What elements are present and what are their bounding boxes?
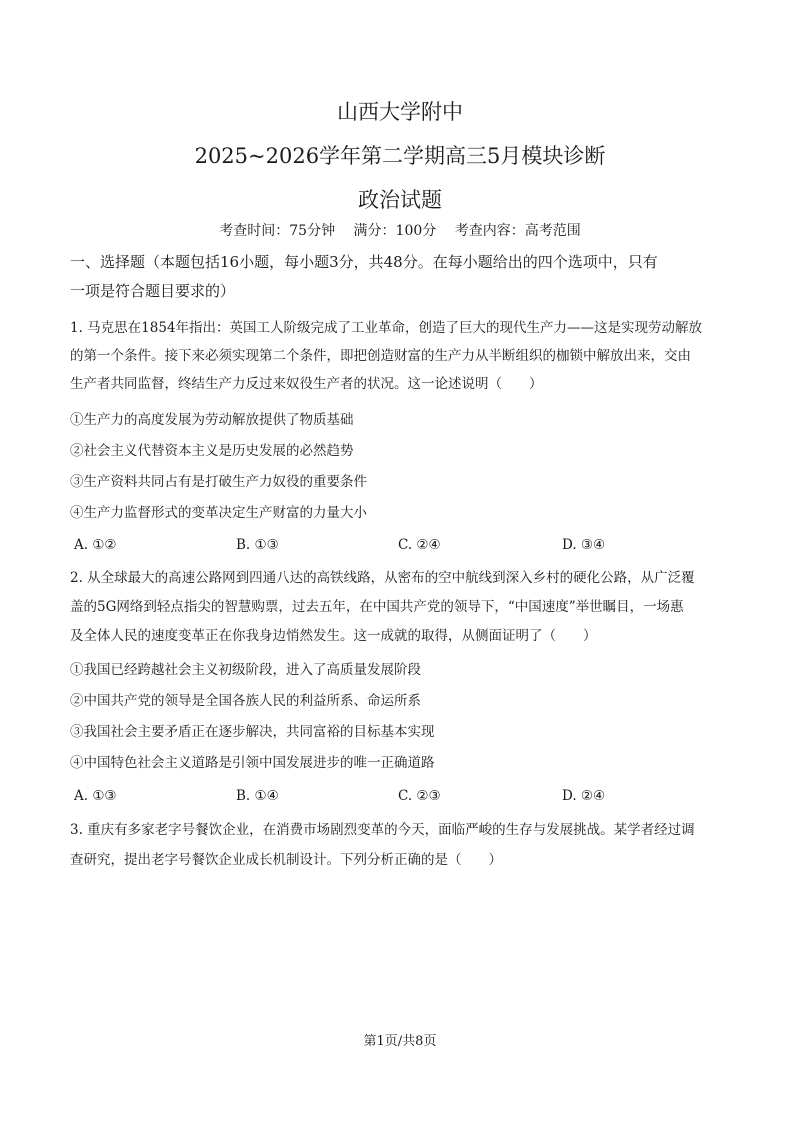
- question-1-stem-line: 1. 马克思在1854年指出：英国工人阶级完成了工业革命，创造了巨大的现代生产力——这是实现劳动解放: [70, 320, 703, 336]
- option-c: C. ②④: [398, 537, 441, 553]
- question-1-statement: ③生产资料共同占有是打破生产力奴役的重要条件: [70, 474, 367, 490]
- option-c: C. ②③: [398, 788, 441, 804]
- option-b: B. ①③: [236, 537, 279, 553]
- option-a: A. ①②: [74, 537, 117, 553]
- question-1-statement: ④生产力监督形式的变革决定生产财富的力量大小: [70, 505, 367, 521]
- exam-info: [0, 220, 800, 240]
- question-3-stem-line: 3. 重庆有多家老字号餐饮企业，在消费市场剧烈变革的今天，面临严峻的生存与发展挑战。某学者经过调: [70, 822, 695, 838]
- section-heading: [70, 248, 740, 306]
- option-a: A. ①③: [74, 788, 117, 804]
- question-1-stem-line: 生产者共同监督，终结生产力反过来奴役生产者的状况。这一论述说明（ ）: [70, 376, 543, 392]
- question-2-statement: ③我国社会主要矛盾正在逐步解决，共同富裕的目标基本实现: [70, 724, 435, 740]
- exam-time: 考查时间：75分钟: [219, 223, 336, 239]
- page-number: 第1页/共8页: [363, 1034, 437, 1049]
- question-2-statement: ①我国已经跨越社会主义初级阶段，进入了高质量发展阶段: [70, 662, 421, 678]
- question-1-statement: ①生产力的高度发展为劳动解放提供了物质基础: [70, 412, 354, 428]
- exam-score: 满分：100分: [353, 223, 437, 239]
- section-title-line: 一、选择题（本题包括16小题，每小题3分，共48分。在每小题给出的四个选项中，只有: [70, 253, 658, 271]
- section-title-line: 一项是符合题目要求的）: [70, 282, 236, 300]
- question-1-stem-line: 的第一个条件。接下来必须实现第二个条件，即把创造财富的生产力从半断组织的枷锁中解放出来，交由: [70, 348, 691, 364]
- question-2-stem-line: 2. 从全球最大的高速公路网到四通八达的高铁线路，从密布的空中航线到深入乡村的硬化公路，从广泛覆: [70, 570, 695, 586]
- subject-title: 政治试题: [358, 188, 442, 212]
- exam-title: 2025~2026学年第二学期高三5月模块诊断: [194, 144, 606, 168]
- question-1-statement: ②社会主义代替资本主义是历史发展的必然趋势: [70, 443, 354, 459]
- option-d: D. ③④: [562, 537, 606, 553]
- question-2-stem-line: 盖的5G网络到轻点指尖的智慧购票，过去五年，在中国共产党的领导下，“中国速度”举世瞩目，一场惠: [70, 599, 684, 615]
- question-3-stem-line: 查研究，提出老字号餐饮企业成长机制设计。下列分析正确的是（ ）: [70, 852, 502, 868]
- exam-scope: 考查内容：高考范围: [454, 223, 581, 239]
- option-b: B. ①④: [236, 788, 279, 804]
- question-2-statement: ④中国特色社会主义道路是引领中国发展进步的唯一正确道路: [70, 755, 435, 771]
- option-d: D. ②④: [562, 788, 606, 804]
- question-1-options: [70, 537, 710, 557]
- question-2-stem-line: 及全体人民的速度变革正在你我身边悄然发生。这一成就的取得，从侧面证明了（ ）: [70, 628, 597, 644]
- question-2-statement: ②中国共产党的领导是全国各族人民的利益所系、命运所系: [70, 693, 421, 709]
- question-2-options: [70, 788, 710, 808]
- school-title: 山西大学附中: [337, 100, 463, 124]
